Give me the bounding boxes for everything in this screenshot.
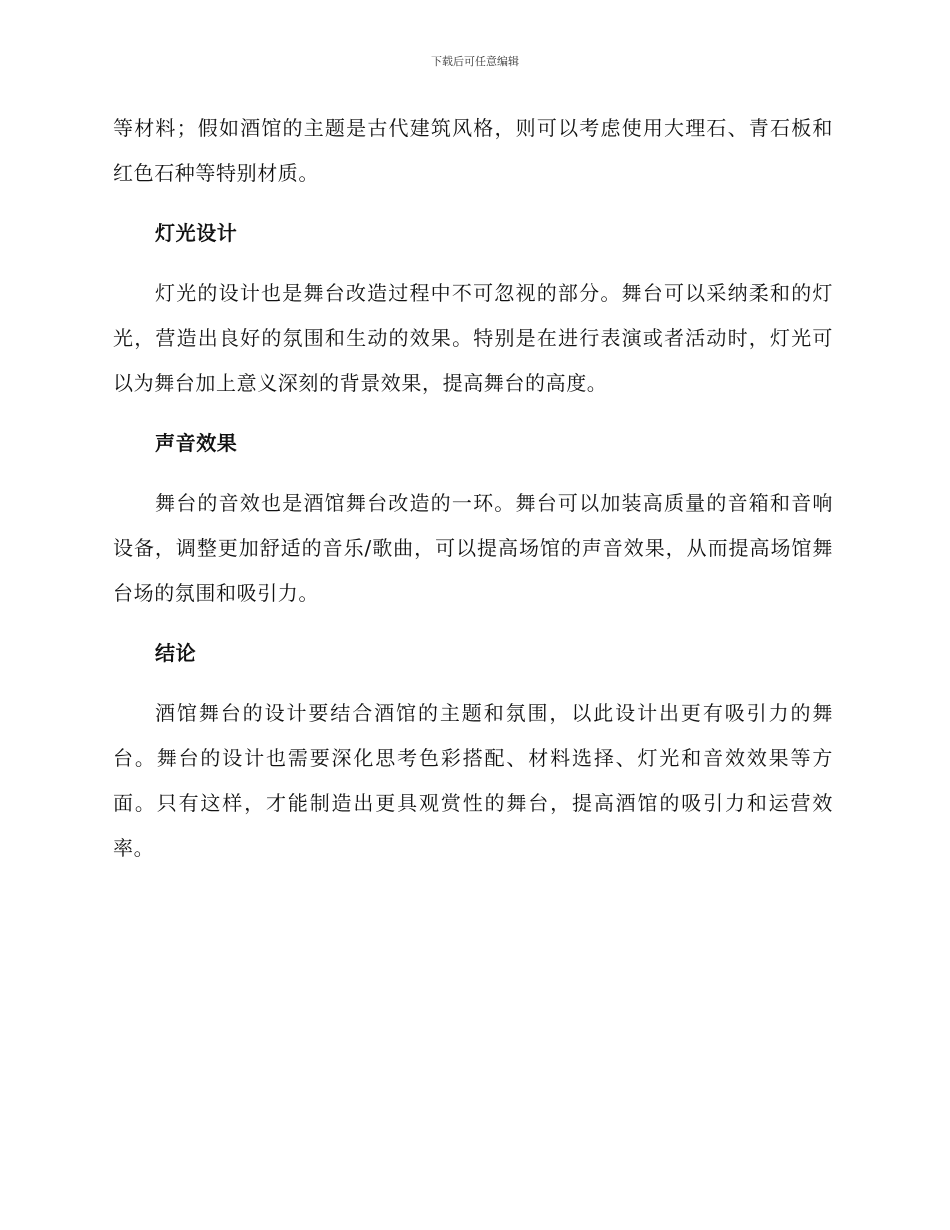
spacer: [113, 466, 833, 481]
spacer: [113, 196, 833, 211]
spacer: [113, 676, 833, 691]
document-body: [113, 106, 833, 871]
section-heading-sound: 声音效果: [155, 431, 238, 455]
continued-paragraph: 等材料；假如酒馆的主题是古代建筑风格，则可以考虑使用大理石、青石板和红色石种等特别材质。: [113, 116, 833, 185]
spacer: [113, 256, 833, 271]
spacer: [113, 406, 833, 421]
section-paragraph-conclusion: 酒馆舞台的设计要结合酒馆的主题和氛围，以此设计出更有吸引力的舞台。舞台的设计也需要深化思考色彩搭配、材料选择、灯光和音效效果等方面。只有这样，才能制造出更具观赏性的舞台，提高酒馆的吸引力和运营效率。: [113, 701, 833, 860]
section-paragraph-sound: 舞台的音效也是酒馆舞台改造的一环。舞台可以加装高质量的音箱和音响设备，调整更加舒适的音乐/歌曲，可以提高场馆的声音效果，从而提高场馆舞台场的氛围和吸引力。: [113, 491, 833, 605]
section-heading-conclusion: 结论: [155, 641, 197, 665]
page-header: 下载后可任意编辑: [431, 55, 519, 68]
section-heading-lighting: 灯光设计: [155, 221, 238, 245]
spacer: [113, 616, 833, 631]
section-paragraph-lighting: 灯光的设计也是舞台改造过程中不可忽视的部分。舞台可以采纳柔和的灯光，营造出良好的氛围和生动的效果。特别是在进行表演或者活动时，灯光可以为舞台加上意义深刻的背景效果，提高舞台的高度。: [113, 281, 833, 395]
